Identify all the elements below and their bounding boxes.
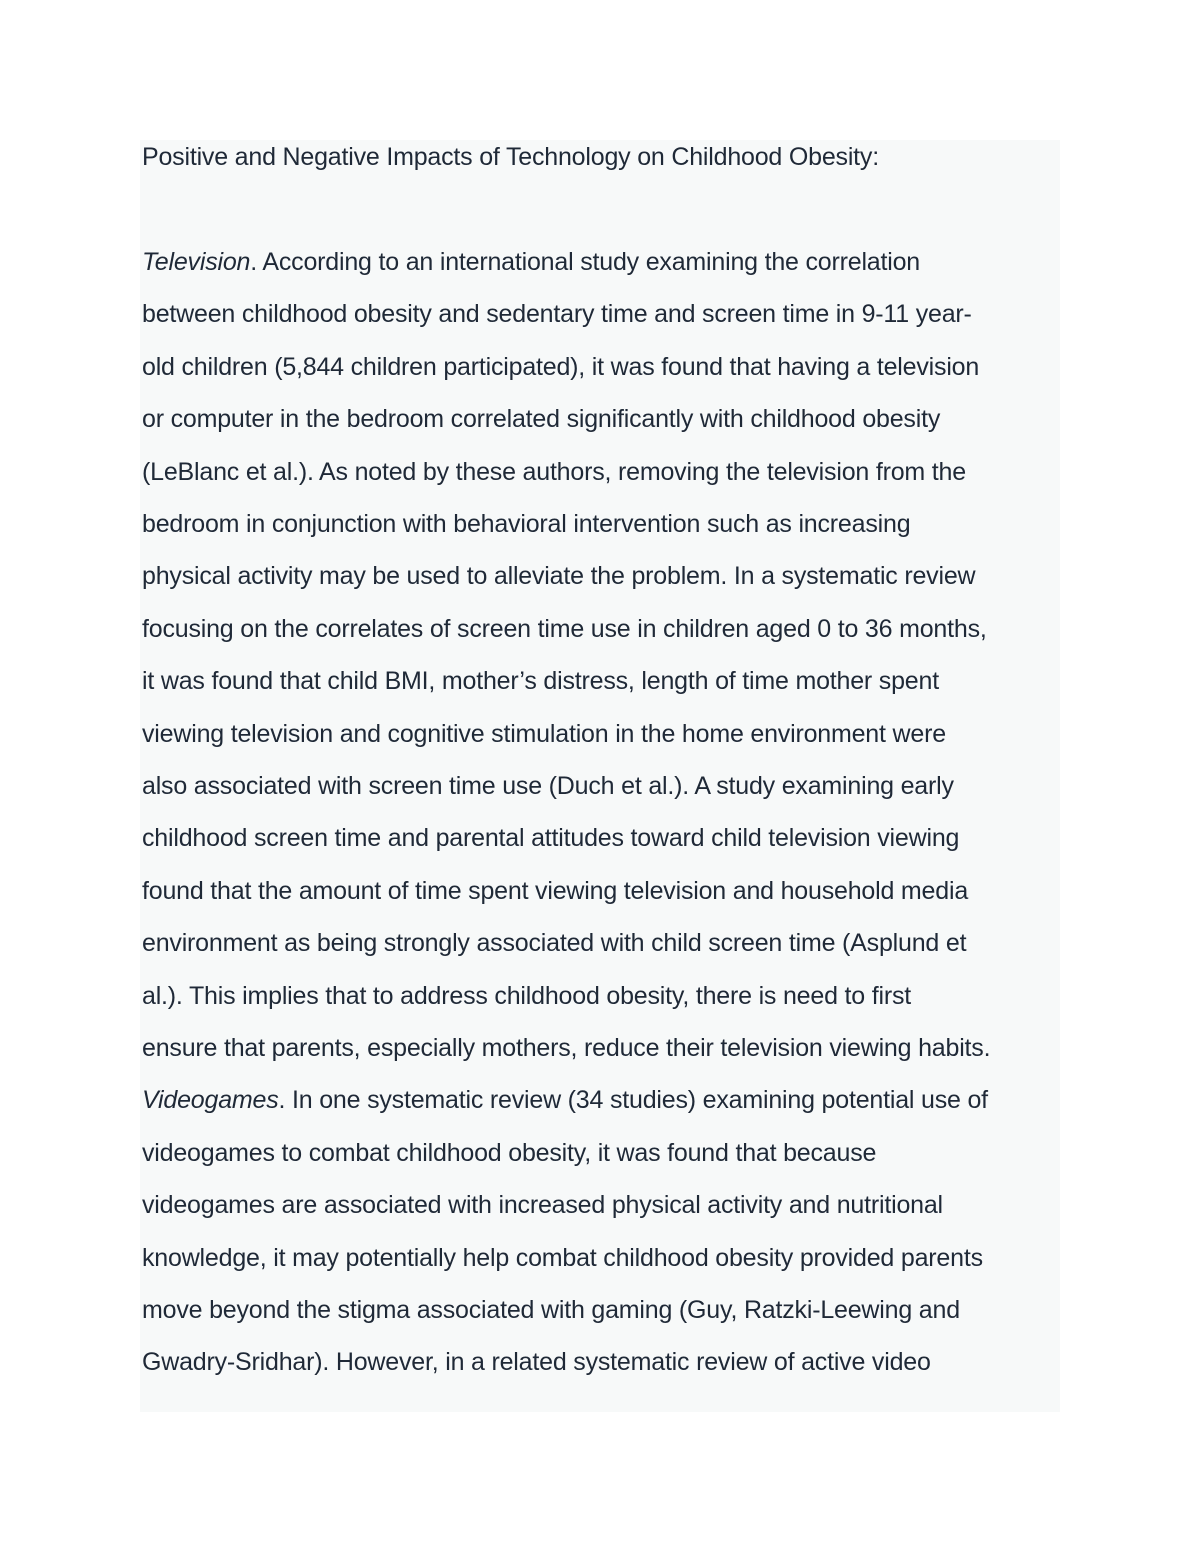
section-run-in-heading: Videogames (142, 1086, 279, 1115)
line-text: videogames are associated with increased physical activity and nutritional (142, 1191, 943, 1220)
body-text-line (142, 352, 979, 382)
line-text: found that the amount of time spent viewing television and household media (142, 876, 969, 905)
line-text: childhood screen time and parental attitudes toward child television viewing (142, 824, 960, 853)
line-text: al.). This implies that to address childhood obesity, there is need to first (142, 981, 911, 1010)
body-text-line (142, 1243, 983, 1273)
body-text-line (142, 981, 911, 1011)
body-text-line (142, 509, 910, 539)
body-text-line (142, 404, 940, 434)
line-text: physical activity may be used to alleviate the problem. In a systematic review (142, 562, 976, 591)
line-text: . According to an international study examining the correlation (250, 248, 921, 276)
body-text-line (142, 457, 966, 487)
line-text: focusing on the correlates of screen time use in children aged 0 to 36 months, (142, 614, 987, 643)
line-text: between childhood obesity and sedentary time and screen time in 9-11 year- (142, 300, 972, 329)
line-text: it was found that child BMI, mother’s distress, length of time mother spent (142, 667, 939, 696)
body-text-line (142, 666, 939, 696)
line-text: environment as being strongly associated with child screen time (Asplund et (142, 929, 967, 958)
line-text: knowledge, it may potentially help combat childhood obesity provided parents (142, 1243, 983, 1272)
body-text-line (142, 247, 920, 277)
line-text: (LeBlanc et al.). As noted by these authors, removing the television from the (142, 457, 966, 486)
line-text: videogames to combat childhood obesity, it was found that because (142, 1138, 877, 1167)
body-text-line (142, 1033, 990, 1063)
body-text-line (142, 1085, 988, 1115)
body-text-line (142, 719, 946, 749)
document-heading: Positive and Negative Impacts of Technology on Childhood Obesity: (142, 143, 879, 171)
body-text-line (142, 823, 959, 853)
section-run-in-heading: Television (142, 248, 251, 276)
line-text: bedroom in conjunction with behavioral intervention such as increasing (142, 510, 911, 538)
line-text: also associated with screen time use (Duch et al.). A study examining early (142, 772, 954, 800)
body-text-line (142, 1347, 931, 1377)
line-text: old children (5,844 children participated), it was found that having a television (142, 352, 980, 381)
line-text: . In one systematic review (34 studies) examining potential use of (278, 1086, 988, 1115)
line-text: Gwadry-Sridhar). However, in a related systematic review of active video (142, 1348, 931, 1377)
line-text: move beyond the stigma associated with gaming (Guy, Ratzki-Leewing and (142, 1296, 960, 1324)
body-text-line (142, 299, 972, 329)
body-text-line (142, 614, 987, 644)
body-text-line (142, 771, 954, 801)
body-text-line (142, 876, 968, 906)
line-text: ensure that parents, especially mothers, reduce their television viewing habits. (142, 1034, 991, 1062)
body-text-line (142, 561, 975, 591)
line-text: viewing television and cognitive stimulation in the home environment were (142, 719, 946, 748)
body-text-line (142, 1190, 943, 1220)
body-text-line (142, 1295, 960, 1325)
body-text-line (142, 1138, 876, 1168)
body-text-line (142, 928, 966, 958)
line-text: or computer in the bedroom correlated significantly with childhood obesity (142, 405, 941, 434)
